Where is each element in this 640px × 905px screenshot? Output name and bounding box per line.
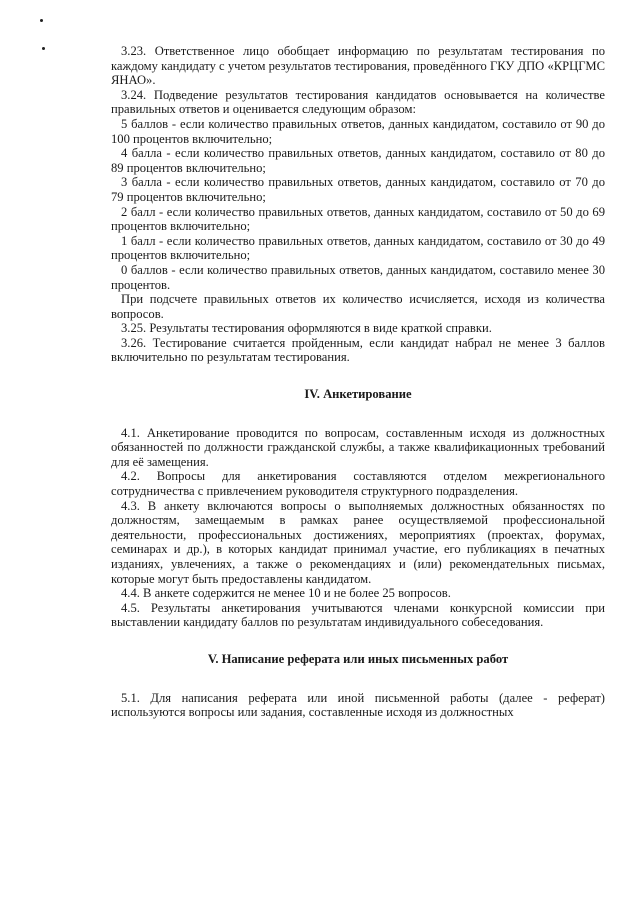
paragraph: 3 балла - если количество правильных ответов, данных кандидатом, составило от 70 до 79 процентов включительно; [111, 175, 605, 204]
paragraph: 3.23. Ответственное лицо обобщает информацию по результатам тестирования по каждому кандидату с учетом результатов тестирования, проведённого ГКУ ДПО «КРЦГМС ЯНАО». [111, 44, 605, 88]
paragraph: 4.4. В анкете содержится не менее 10 и не более 25 вопросов. [121, 586, 451, 601]
paragraph: 4 балла - если количество правильных ответов, данных кандидатом, составило от 80 до 89 процентов включительно; [111, 146, 605, 175]
section-heading: V. Написание реферата или иных письменных работ [207, 651, 509, 666]
paragraph: При подсчете правильных ответов их количество исчисляется, исходя из количества вопросов. [111, 292, 605, 321]
section-heading: IV. Анкетирование [304, 387, 412, 402]
paragraph: 5 баллов - если количество правильных ответов, данных кандидатом, составило от 90 до 100 процентов включительно; [111, 116, 605, 146]
paragraph: 3.26. Тестирование считается пройденным, если кандидат набрал не менее 3 баллов включительно по результатам тестирования. [111, 335, 605, 365]
scan-mark [42, 47, 45, 50]
paragraph: 2 балл - если количество правильных ответов, данных кандидатом, составило от 50 до 69 процентов включительно; [111, 204, 605, 234]
paragraph: 4.1. Анкетирование проводится по вопросам, составленным исходя из должностных обязанностей по должности гражданской службы, а также квалификационных требований для её замещения. [111, 425, 605, 469]
paragraph: 4.2. Вопросы для анкетирования составляются отделом межрегионального сотрудничества с привлечением руководителя структурного подразделения. [111, 469, 605, 499]
paragraph: 3.25. Результаты тестирования оформляются в виде краткой справки. [121, 321, 492, 336]
paragraph: 1 балл - если количество правильных ответов, данных кандидатом, составило от 30 до 49 процентов включительно; [111, 233, 605, 263]
paragraph: 4.3. В анкету включаются вопросы о выполняемых должностных обязанностях по должностям, замещаемым в рамках ранее осуществляемой профессиональной деятельности, профессиональных достижениях, мероприятиях (проектах, форумах, семинарах и др.), в которых кандидат принимал участие, его публикациях в печатных изданиях, увлечениях, а также о рекомендациях и (или) рекомендательных письмах, которые могут быть предоставлены кандидатом. [111, 498, 605, 586]
paragraph: 4.5. Результаты анкетирования учитываются членами конкурсной комиссии при выставлении кандидату баллов по результатам индивидуального собеседования. [111, 600, 605, 630]
paragraph: 5.1. Для написания реферата или иной письменной работы (далее - реферат) используются вопросы или задания, составленные исходя из должностных [111, 690, 605, 720]
paragraph: 3.24. Подведение результатов тестирования кандидатов основывается на количестве правильных ответов и оценивается следующим образом: [111, 87, 605, 117]
document-page [111, 44, 605, 720]
scan-mark [40, 19, 43, 22]
paragraph: 0 баллов - если количество правильных ответов, данных кандидатом, составило менее 30 процентов. [111, 262, 605, 292]
